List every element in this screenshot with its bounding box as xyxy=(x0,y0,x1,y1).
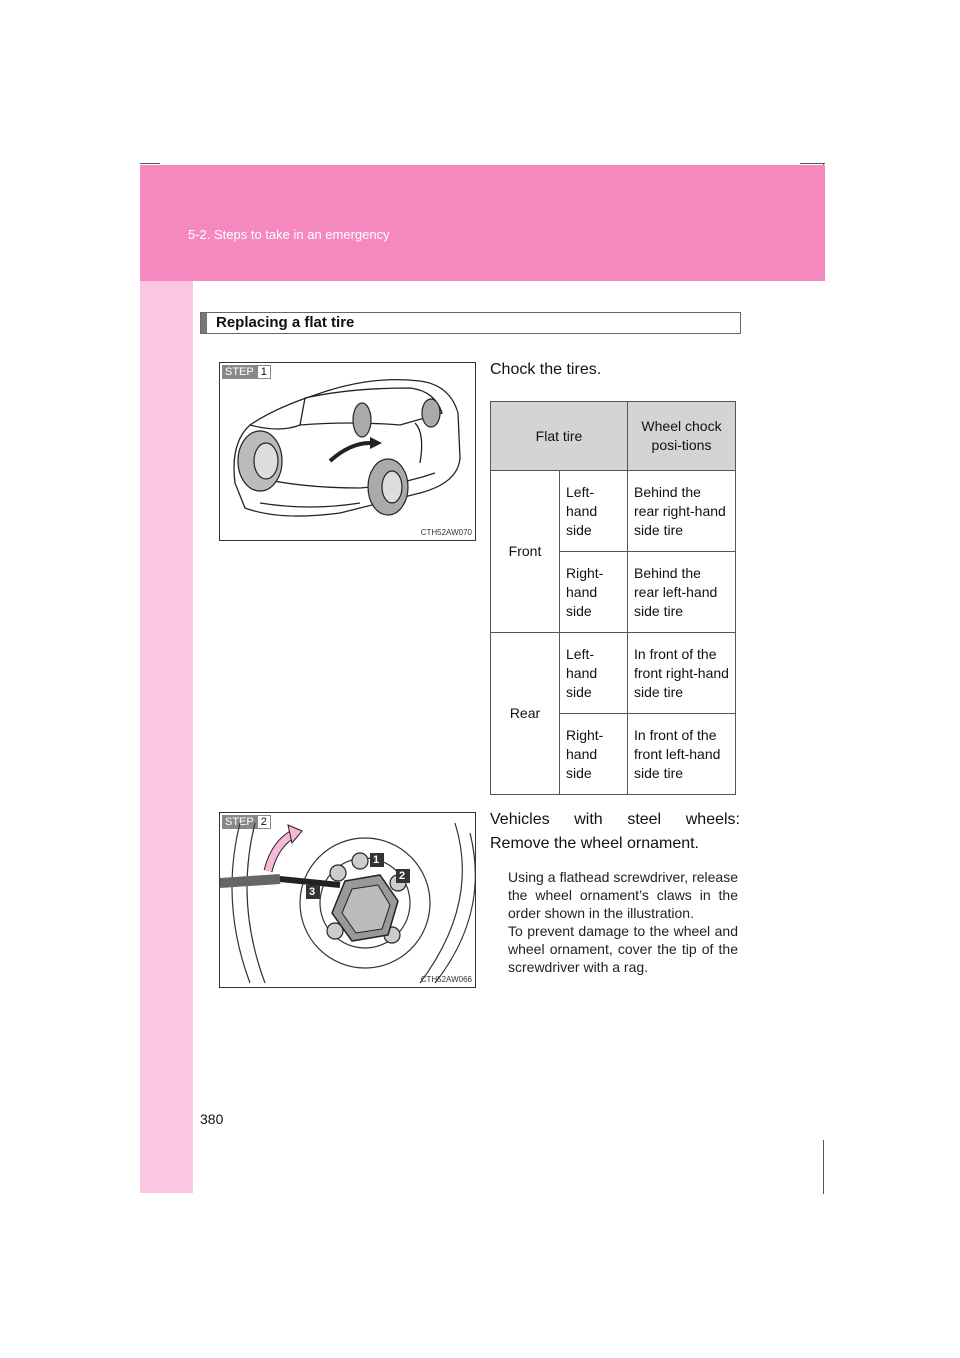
section-bar-accent xyxy=(201,313,207,333)
page-header xyxy=(140,165,825,281)
table-group-cell: Rear xyxy=(491,633,560,795)
step-number: 2 xyxy=(257,815,271,829)
table-position-cell: Behind the rear right-hand side tire xyxy=(628,471,736,552)
callout-2: 2 xyxy=(399,870,406,882)
step-label: STEP xyxy=(222,365,257,379)
table-header-cell: Flat tire xyxy=(491,402,628,471)
table-position-cell: In front of the front right-hand side tire xyxy=(628,633,736,714)
section-title-bar xyxy=(200,312,741,334)
table-group-cell: Front xyxy=(491,471,560,633)
header-section-label: 5-2. Steps to take in an emergency xyxy=(188,227,390,242)
callout-1: 1 xyxy=(373,854,380,866)
table-header-cell: Wheel chock posi-tions xyxy=(628,402,736,471)
step1-figure xyxy=(219,362,476,541)
step1-text: Chock the tires. xyxy=(490,361,602,378)
step2-figure xyxy=(219,812,476,988)
table-position-cell: In front of the front left-hand side tire xyxy=(628,714,736,795)
crop-mark xyxy=(800,163,825,164)
step-number: 1 xyxy=(257,365,271,379)
table-side-cell: Right-hand side xyxy=(560,552,628,633)
table-header-row xyxy=(491,402,736,471)
table-position-cell: Behind the rear left-hand side tire xyxy=(628,552,736,633)
table-side-cell: Left-hand side xyxy=(560,633,628,714)
page-sidebar xyxy=(140,281,193,1193)
figure-code: CTH52AW070 xyxy=(420,528,472,537)
page-number: 380 xyxy=(200,1111,224,1127)
table-row xyxy=(491,633,736,714)
callout-3: 3 xyxy=(309,886,316,898)
figure-code: CTH52AW066 xyxy=(420,975,472,984)
section-title: Replacing a flat tire xyxy=(216,314,355,331)
wheel-ornament-illustration xyxy=(220,813,475,987)
wheel-chock-table xyxy=(490,401,736,795)
table-side-cell: Right-hand side xyxy=(560,714,628,795)
car-wheel-chock-illustration xyxy=(220,363,475,540)
table-side-cell: Left-hand side xyxy=(560,471,628,552)
crop-mark xyxy=(140,163,160,164)
step-label: STEP xyxy=(222,815,257,829)
crop-mark xyxy=(823,1140,824,1194)
step2-note: Using a flathead screwdriver, release the wheel ornament’s claws in the order shown in the illustration. To prevent damage to the wheel and wheel ornament, cover the tip of the screwdriver with a rag. xyxy=(508,869,738,975)
table-row xyxy=(491,471,736,552)
step2-text: Vehicles with steel wheels: Remove the wheel ornament. xyxy=(490,811,740,852)
